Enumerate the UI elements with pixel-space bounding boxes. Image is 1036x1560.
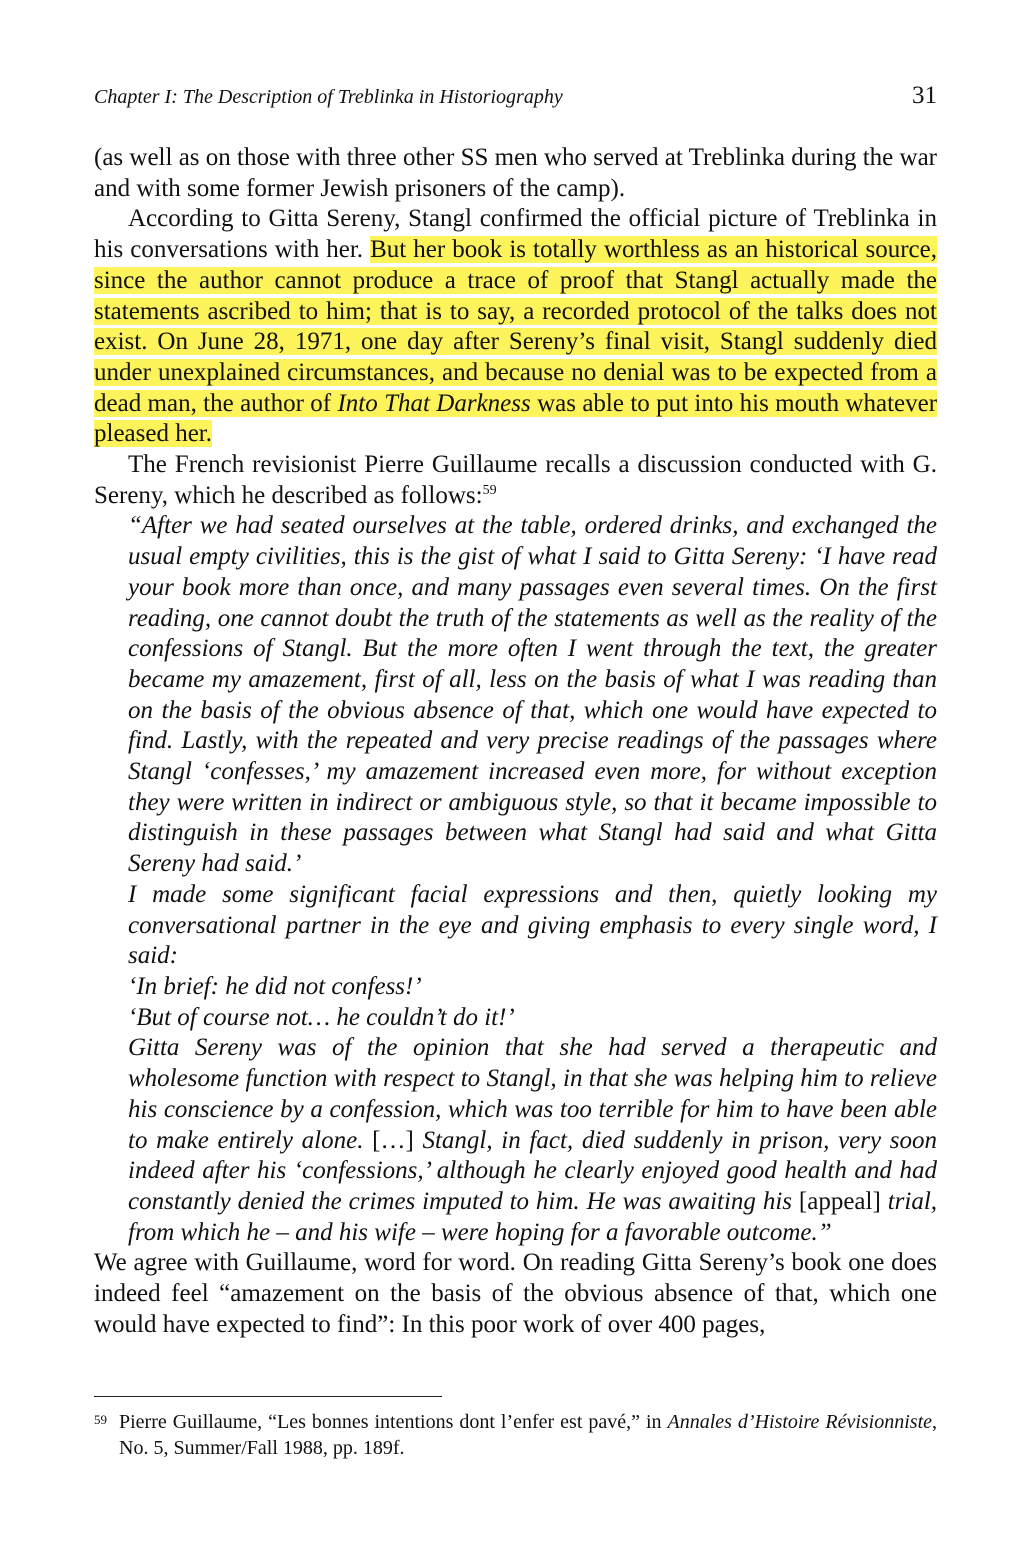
footnote-divider: [94, 1396, 442, 1397]
quote-paragraph: [128, 1033, 937, 1248]
quote-line: ‘But of course not… he couldn’t do it!’: [128, 1003, 515, 1031]
paragraph-text: According to Gitta Sereny, Stangl confirmed the official picture of Treblinka in his conversations with her.: [94, 205, 937, 264]
quote-paragraph: I made some significant facial expressions and then, quietly looking my conversational partner in the eye and giving emphasis to every single word, I said:: [128, 880, 937, 970]
quote-text: trial, from which he – and his wife – were hoping for a favorable outcome.”: [128, 1187, 938, 1246]
journal-title: Annales d’Histoire Révisionniste: [667, 1411, 932, 1433]
quote-paragraph: “After we had seated ourselves at the table, ordered drinks, and exchanged the usual empty civilities, this is the gist of what I said to Gitta Sereny: ‘I have read your book more than once, and many passages even several times. On the first reading, one cannot doubt the truth of the statements as well as the reality of the confessions of Stangl. But the more often I went through the text, the greater became my amazement, first of all, less on the basis of what I was reading than on the basis of the obvious absence of that, which one would have expected to find. Lastly, with the repeated and very precise readings of the passages where Stangl ‘confesses,’ my amazement increased even more, for without exception they were written in indirect or ambiguous style, so that it became impossible to distinguish in these passages between what Stangl had said and what Gitta Sereny had said.’: [128, 512, 937, 878]
highlighted-text: was able to put into his mouth whatever pleased her.: [94, 389, 938, 448]
quote-text: Gitta Sereny was of the opinion that she had served a therapeutic and wholesome function with respect to Stangl, in that she was helping him to relieve his conscience by a confession, which was too terrible for him to have been able to make entirely alone.: [128, 1034, 937, 1154]
quote-text: Stangl, in fact, died suddenly in prison, very soon indeed after his ‘confessions,’ although he clearly enjoyed good health and had constantly denied the crimes imputed to him. He was awaiting his: [128, 1126, 937, 1215]
footnote-citation: , No. 5, Summer/Fall 1988, pp. 189f.: [119, 1411, 937, 1459]
running-head: Chapter I: The Description of Treblinka in Historiography: [94, 86, 563, 108]
footnote: [94, 1409, 937, 1461]
highlighted-text: But her book is totally worthless as an historical source, since the author cannot produce a trace of proof that Stangl actually made the statements ascribed to him; that is to say, a recorded protocol of the talks does not exist. On June 28, 1971, one day after Sereny’s final visit, Stangl suddenly died under unexplained circumstances, and because no denial was to be expected from a dead man, the author of: [94, 236, 937, 417]
footnote-ref[interactable]: 59: [482, 482, 497, 498]
book-title: Into That Darkness: [337, 389, 531, 417]
quote-line: ‘In brief: he did not confess!’: [128, 972, 422, 1000]
paragraph: (as well as on those with three other SS men who served at Treblinka during the war and with some former Jewish prisoners of the camp).: [94, 144, 937, 202]
page-header: [94, 82, 937, 114]
paragraph: We agree with Guillaume, word for word. On reading Gitta Sereny’s book one does indeed feel “amazement on the basis of the obvious absence of that, which one would have expected to find”: In this poor work of over 400 pages,: [94, 1249, 937, 1338]
editorial-insert: [appeal]: [798, 1187, 881, 1215]
highlighted-passage: [94, 236, 937, 447]
footnote-citation: Pierre Guillaume, “Les bonnes intentions dont l’enfer est pavé,” in: [119, 1411, 662, 1433]
block-quote: [128, 511, 937, 1248]
footnote-number: 59: [94, 1412, 107, 1427]
paragraph: [94, 450, 937, 511]
page-number: 31: [912, 82, 937, 109]
paragraph: [94, 204, 937, 450]
footnote-text: [119, 1409, 937, 1461]
ellipsis: […]: [372, 1126, 414, 1154]
paragraph-text: The French revisionist Pierre Guillaume recalls a discussion conducted with G. Sereny, which he described as follows:: [94, 451, 937, 509]
body-text: [94, 143, 937, 1340]
